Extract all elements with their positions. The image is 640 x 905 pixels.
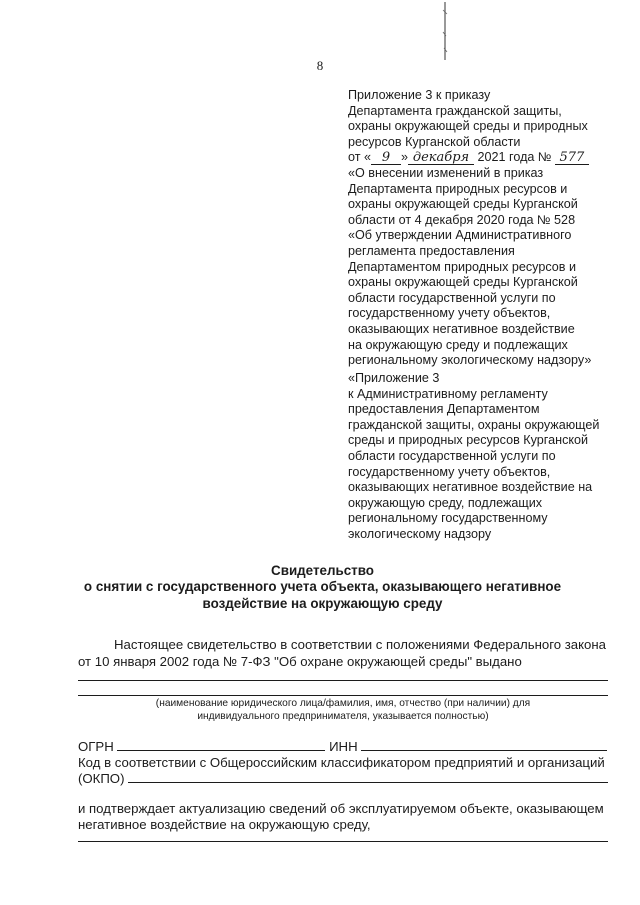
regulation-line: экологическому надзору [348,526,492,541]
appendix-line: охраны окружающей среды и природных [348,119,588,134]
inn-field[interactable] [361,738,607,751]
confirm-line-2: негативное воздействие на окружающую среду, [78,817,371,832]
certificate-title: Свидетельство [271,563,374,578]
recipient-name-field-2[interactable] [78,695,608,696]
regulation-appendix [348,371,618,543]
appendix-line: Департамента гражданской защиты, [348,103,562,118]
subject-line: региональному экологическому надзору» [348,353,592,368]
recipient-name-field[interactable] [78,680,608,681]
certificate-subtitle-line: о снятии с государственного учета объекта, оказывающего негативное [83,579,562,595]
date-year: 2021 года № [477,150,552,165]
object-field[interactable] [78,841,608,842]
subject-line: области от 4 декабря 2020 года № 528 [348,212,576,227]
order-number: 577 [555,151,589,165]
subject-line: регламента предоставления [348,243,515,258]
okpo-label: (ОКПО) [78,771,125,786]
subject-line: «Об утверждении Административного [348,228,572,243]
regulation-line: государственному учету объектов, [348,464,551,479]
regulation-line: «Приложение 3 [348,371,440,385]
recipient-caption [78,697,608,723]
caption-line: индивидуального предпринимателя, указывается полностью) [197,711,489,723]
okpo-line-2 [78,770,608,787]
subject-line: Департаментом природных ресурсов и [348,259,576,274]
date-mid: » [401,150,409,165]
subject-line: области государственной услуги по [348,290,556,305]
subject-line: на окружающую среду и подлежащих [348,337,568,352]
binding-mark [441,2,449,60]
regulation-line: региональному государственному [348,511,548,526]
regulation-line: гражданской защиты, охраны окружающей [348,417,600,432]
date-month: декабря [408,151,474,165]
intro-line-1: Настоящее свидетельство в соответствии с положениями Федерального закона [114,637,606,652]
inn-label: ИНН [329,739,358,754]
subject-line: государственному учету объектов, [348,306,551,321]
subject-line: охраны окружающей среды Курганской [348,275,578,290]
date-day: 9 [371,151,401,165]
certificate-title-block [60,563,585,612]
appendix-line: Приложение 3 к приказу [348,88,491,102]
okpo-line-1: Код в соответствии с Общероссийским классификатором предприятий и организаций [78,755,605,770]
subject-line: оказывающих негативное воздействие [348,321,575,336]
subject-line: охраны окружающей среды Курганской [348,197,578,212]
page-number: 8 [316,58,324,73]
appendix-header [348,88,618,369]
caption-line: (наименование юридического лица/фамилия, имя, отчество (при наличии) для [155,698,531,709]
date-prefix: от « [348,150,371,165]
intro-line-2: от 10 января 2002 года № 7-ФЗ "Об охране окружающей среды" выдано [78,654,522,669]
subject-line: Департамента природных ресурсов и [348,181,568,196]
order-date-line [348,150,618,166]
regulation-line: предоставления Департаментом [348,402,540,417]
ogrn-label: ОГРН [78,739,114,754]
regulation-line: к Административному регламенту [348,386,548,401]
certificate-subtitle-line: воздействие на окружающую среду [202,595,443,611]
regulation-line: оказывающих негативное воздействие на [348,480,593,495]
ogrn-inn-line [78,738,607,755]
regulation-line: среды и природных ресурсов Курганской [348,433,589,448]
regulation-line: окружающую среду, подлежащих [348,495,543,510]
confirm-line-1: и подтверждает актуализацию сведений об эксплуатируемом объекте, оказывающем [78,801,604,816]
okpo-field[interactable] [128,770,608,783]
ogrn-field[interactable] [117,738,325,751]
subject-line: «О внесении изменений в приказ [348,165,544,180]
regulation-line: области государственной услуги по [348,448,556,463]
appendix-line: ресурсов Курганской области [348,134,521,149]
